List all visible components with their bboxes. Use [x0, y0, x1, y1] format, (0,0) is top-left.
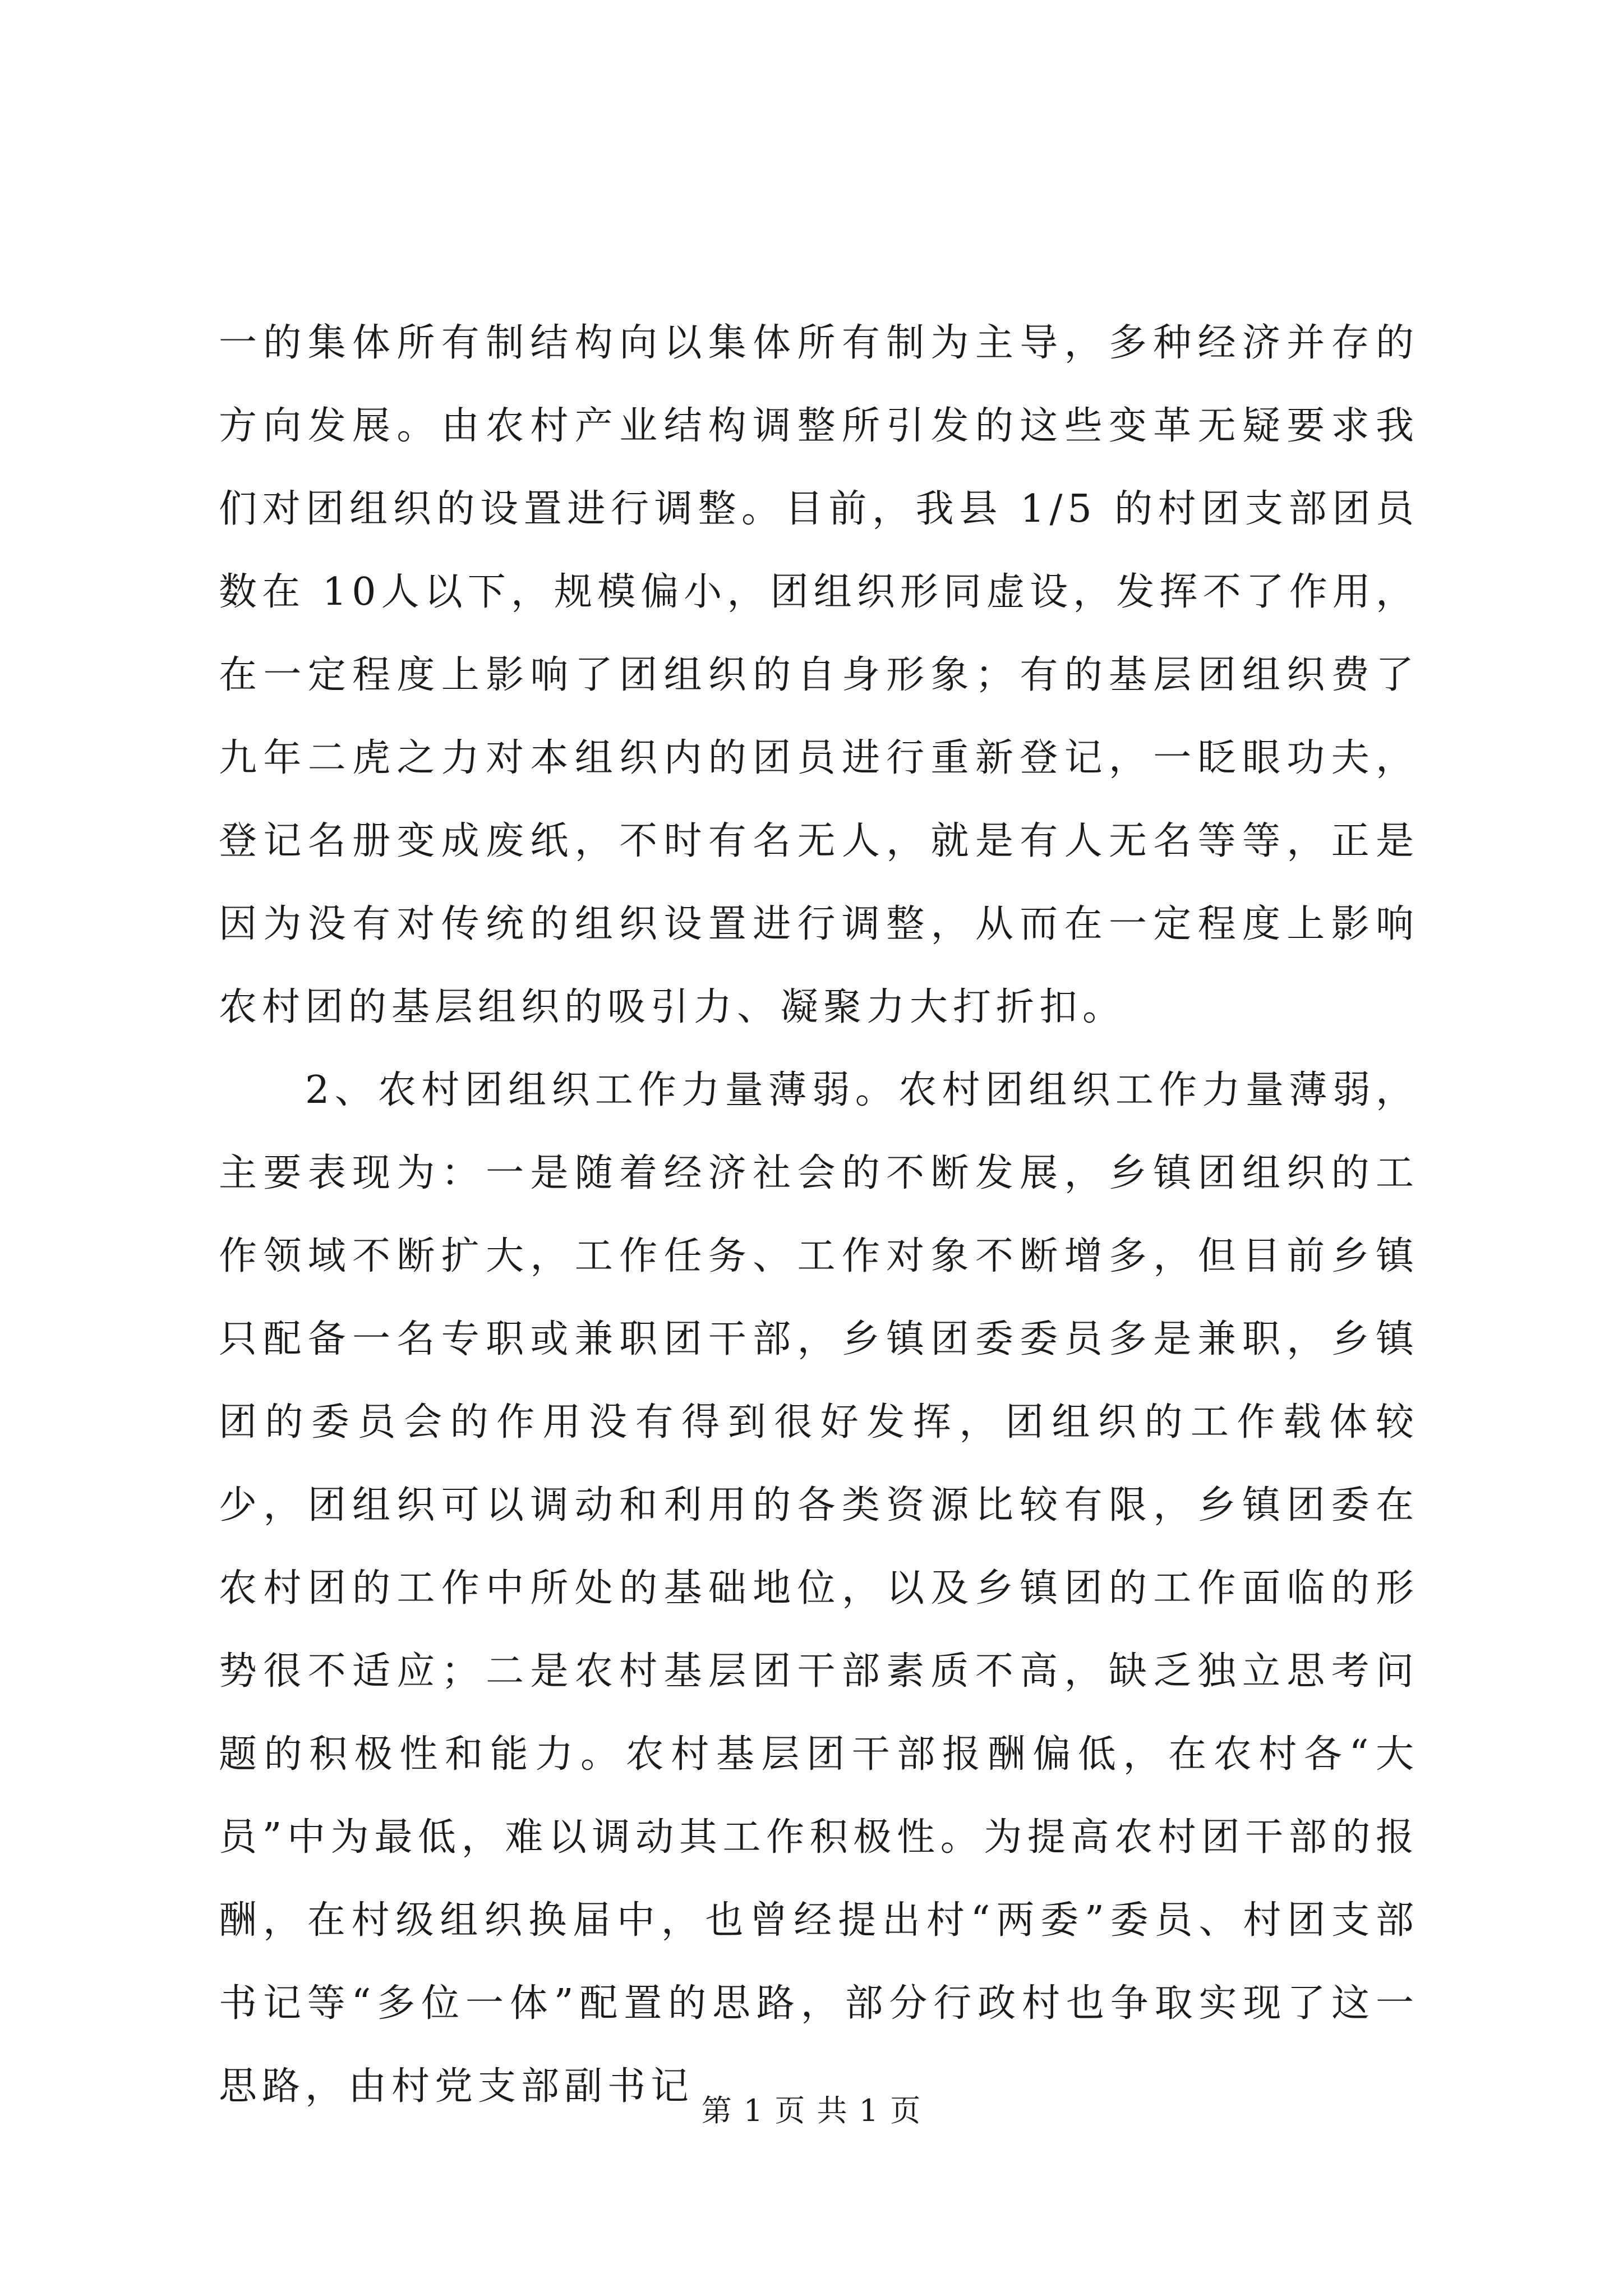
paragraph-1: 一的集体所有制结构向以集体所有制为主导，多种经济并存的方向发展。由农村产业结构调整所引发的这些变革无疑要求我们对团组织的设置进行调整。目前，我县 1/5 的村团支部团员数在 10人以下，规模偏小，团组织形同虚设，发挥不了作用，在一定程度上影响了团组织的自身形象；有的基层团组织费了九年二虎之力对本组织内的团员进行重新登记，一眨眼功夫，登记名册变成废纸，不时有名无人，就是有人无名等等，正是因为没有对传统的组织设置进行调整，从而在一定程度上影响农村团的基层组织的吸引力、凝聚力大打折扣。 [219, 321, 1419, 1029]
document-body [219, 302, 1419, 2128]
paragraph-2: 2、农村团组织工作力量薄弱。农村团组织工作力量薄弱，主要表现为：一是随着经济社会的不断发展，乡镇团组织的工作领域不断扩大，工作任务、工作对象不断增多，但目前乡镇只配备一名专职或兼职团干部，乡镇团委委员多是兼职，乡镇团的委员会的作用没有得到很好发挥，团组织的工作载体较少，团组织可以调动和利用的各类资源比较有限，乡镇团委在农村团的工作中所处的基础地位，以及乡镇团的工作面临的形势很不适应；二是农村基层团干部素质不高，缺乏独立思考问题的积极性和能力。农村基层团干部报酬偏低，在农村各“大员”中为最低，难以调动其工作积极性。为提高农村团干部的报酬，在村级组织换届中，也曾经提出村“两委”委员、村团支部书记等“多位一体”配置的思路，部分行政村也争取实现了这一思路，由村党支部副书记 [219, 1068, 1419, 2109]
page-footer: 第 1 页 共 1 页 [701, 2093, 922, 2128]
